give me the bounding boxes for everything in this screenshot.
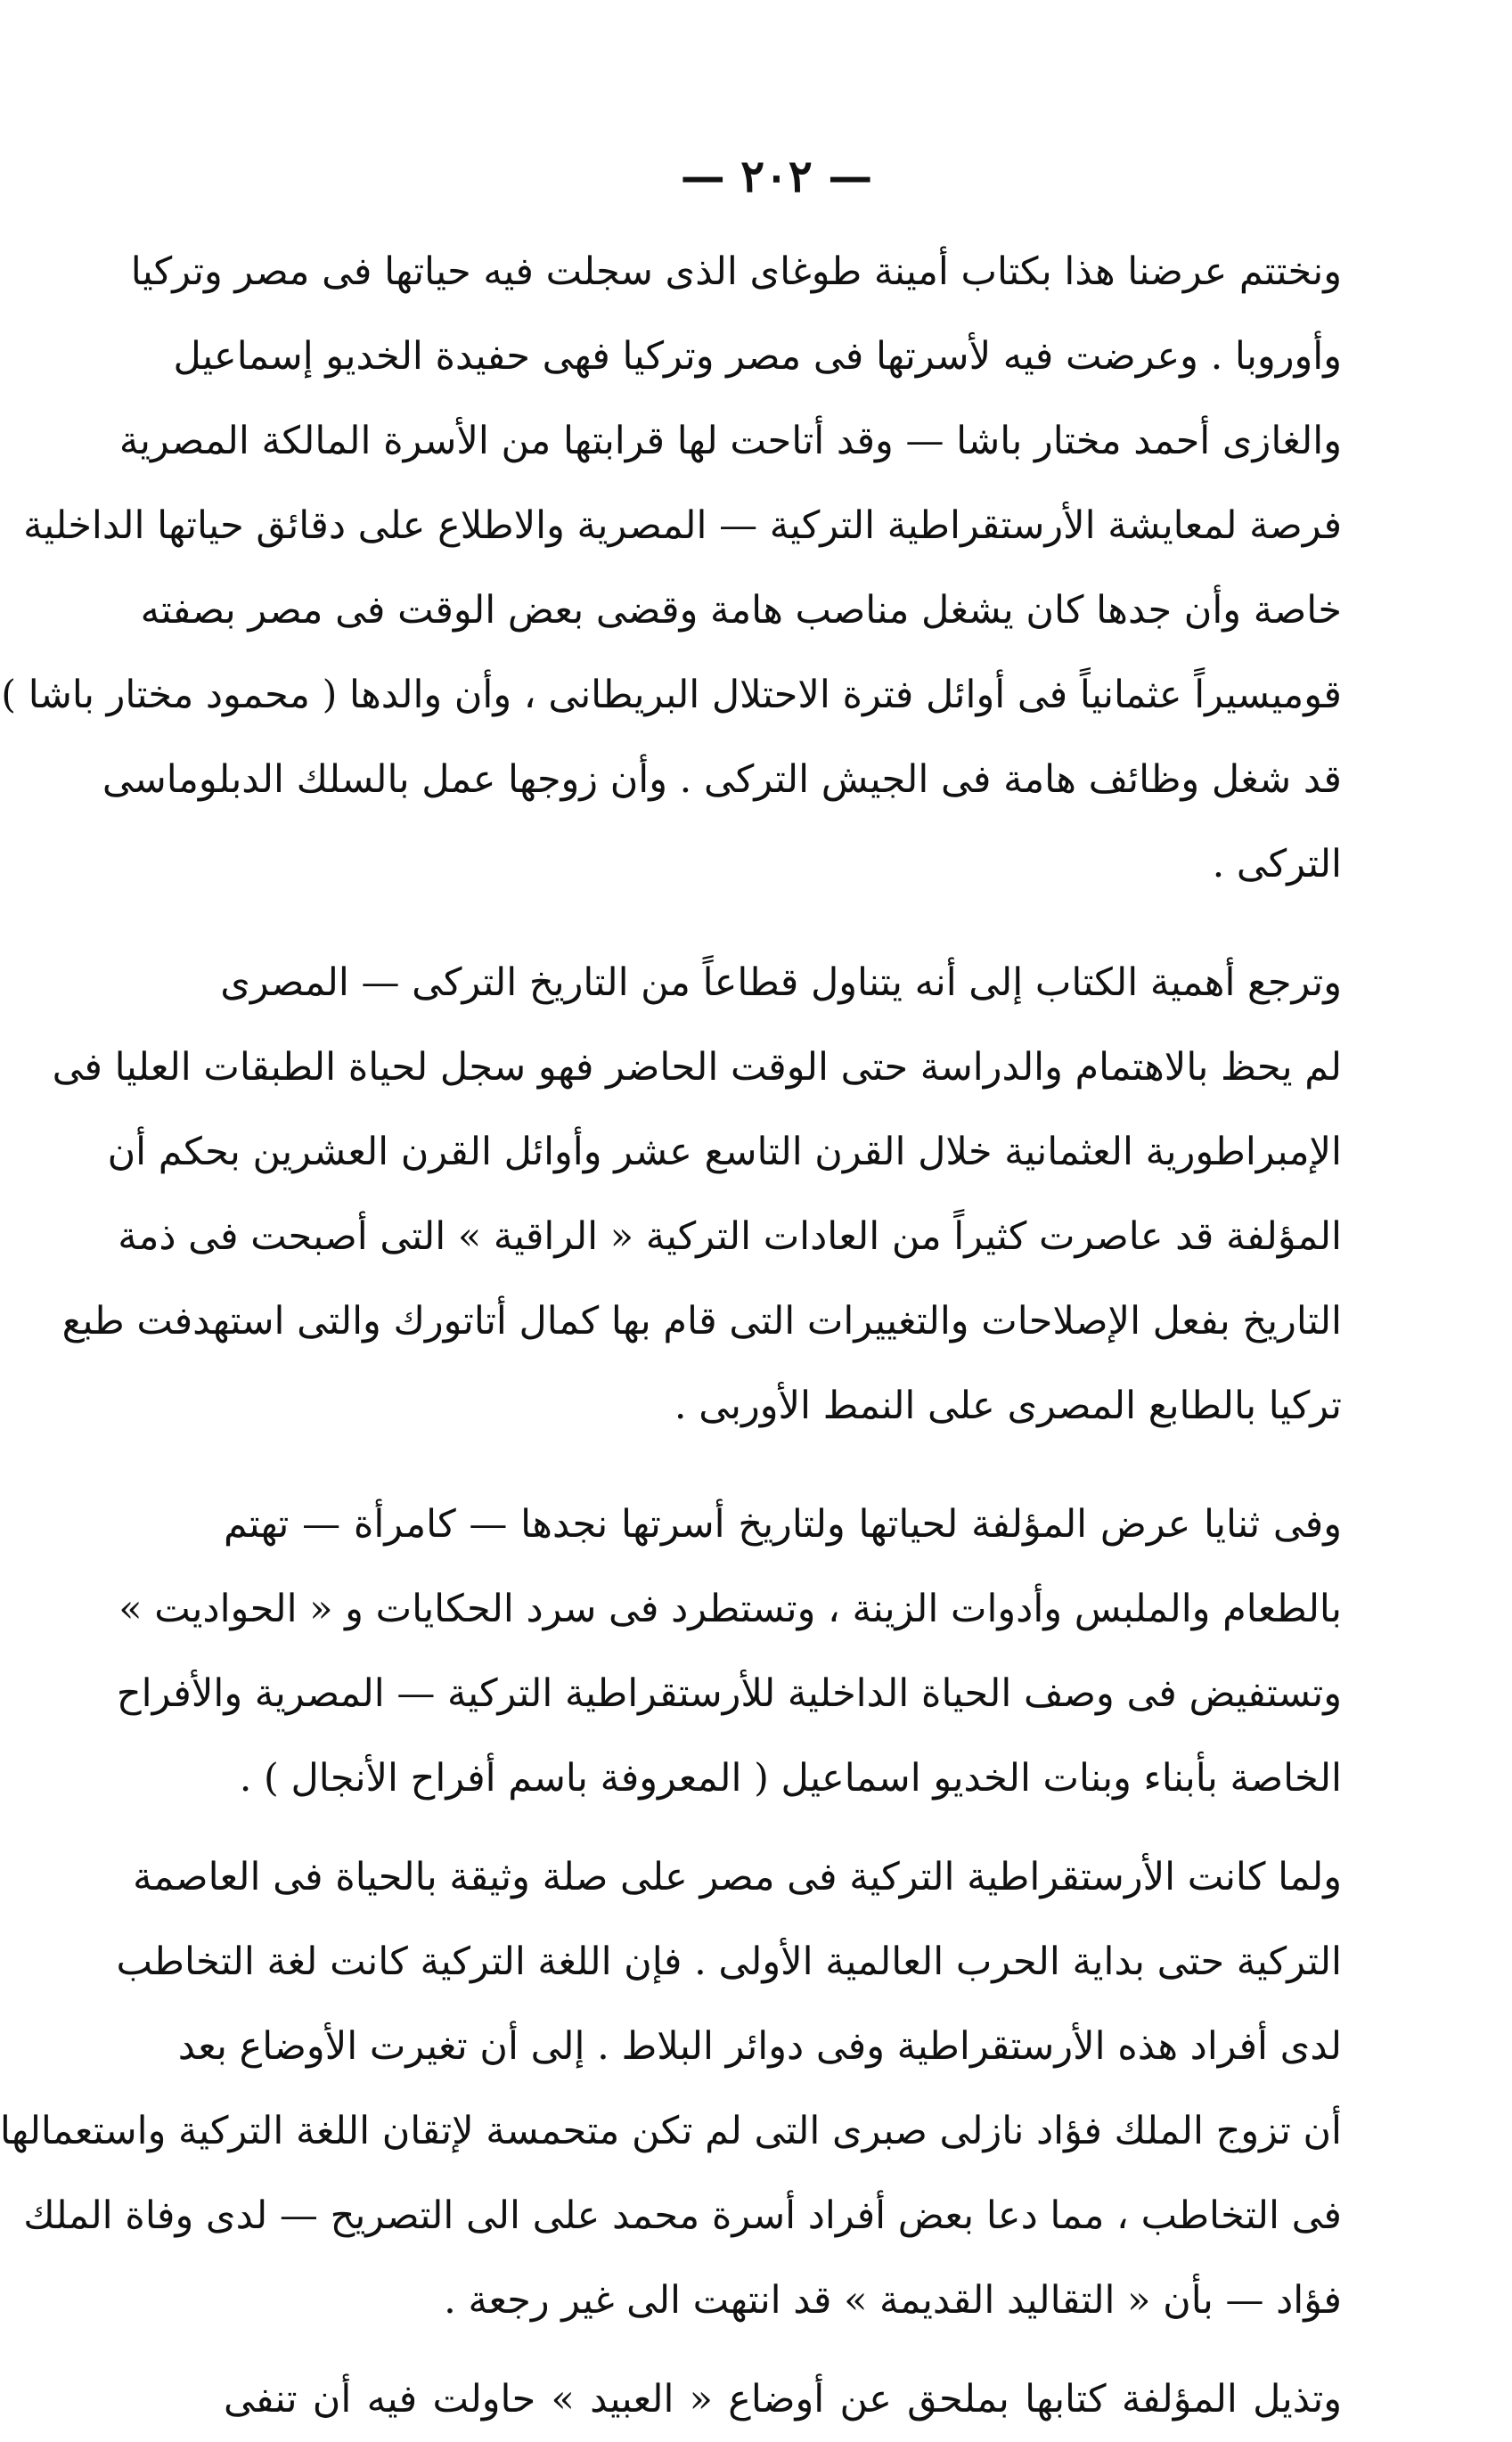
text-line: ولما كانت الأرستقراطية التركية فى مصر على صلة وثيقة بالحياة فى العاصمة [133, 1855, 1342, 1899]
text-line: بالطعام والملبس وأدوات الزينة ، وتستطرد فى سرد الحكايات و « الحواديت » [119, 1587, 1342, 1631]
text-line: التاريخ بفعل الإصلاحات والتغييرات التى قام بها كمال أتاتورك والتى استهدفت طبع [61, 1299, 1342, 1344]
text-line: وتذيل المؤلفة كتابها بملحق عن أوضاع « العبيد » حاولت فيه أن تنفى [224, 2377, 1342, 2422]
text-line: ونختتم عرضنا هذا بكتاب أمينة طوغاى الذى سجلت فيه حياتها فى مصر وتركيا [130, 249, 1342, 294]
text-line: فرصة لمعايشة الأرستقراطية التركية — المصرية والاطلاع على دقائق حياتها الداخلية [23, 503, 1342, 548]
text-line: وترجع أهمية الكتاب إلى أنه يتناول قطاعاً من التاريخ التركى — المصرى [220, 960, 1342, 1005]
text-line: لدى أفراد هذه الأرستقراطية وفى دوائر البلاط . إلى أن تغيرت الأوضاع بعد [177, 2024, 1342, 2069]
text-line: تركيا بالطابع المصرى على النمط الأوربى . [674, 1384, 1342, 1428]
text-line: أن تزوج الملك فؤاد نازلى صبرى التى لم تكن متحمسة لإتقان اللغة التركية واستعمالها [0, 2109, 1342, 2153]
text-line: وأوروبا . وعرضت فيه لأسرتها فى مصر وتركيا فهى حفيدة الخديو إسماعيل [173, 334, 1342, 379]
paragraph-3 [116, 1482, 1342, 1821]
text-line: وتستفيض فى وصف الحياة الداخلية للأرستقراطية التركية — المصرية والأفراح [116, 1671, 1342, 1716]
body-text [0, 230, 1342, 2442]
text-line: فؤاد — بأن « التقاليد القديمة » قد انتهت الى غير رجعة . [444, 2278, 1342, 2323]
text-line: خاصة وأن جدها كان يشغل مناصب هامة وقضى بعض الوقت فى مصر بصفته [140, 588, 1342, 633]
text-line: الإمبراطورية العثمانية خلال القرن التاسع عشر وأوائل القرن العشرين بحكم أن [107, 1130, 1342, 1174]
text-line: التركى . [1212, 842, 1342, 886]
text-line: قد شغل وظائف هامة فى الجيش التركى . وأن زوجها عمل بالسلك الدبلوماسى [102, 757, 1342, 802]
text-line: المؤلفة قد عاصرت كثيراً من العادات التركية « الراقية » التى أصبحت فى ذمة [118, 1214, 1342, 1259]
text-line: الخاصة بأبناء وبنات الخديو اسماعيل ( المعروفة باسم أفراح الأنجال ) . [239, 1756, 1342, 1801]
text-line: فى التخاطب ، مما دعا بعض أفراد أسرة محمد على الى التصريح — لدى وفاة الملك [23, 2193, 1342, 2238]
page-number: — ٢٠٢ — [680, 150, 873, 202]
text-line: قوميسيراً عثمانياً فى أوائل فترة الاحتلال البريطانى ، وأن والدها ( محمود مختار باشا ) [1, 673, 1342, 717]
text-line: والغازى أحمد مختار باشا — وقد أتاحت لها قرابتها من الأسرة المالكة المصرية [119, 419, 1342, 463]
paragraph-2 [52, 941, 1342, 1449]
paragraph-5 [224, 2357, 1342, 2442]
text-line: التركية حتى بداية الحرب العالمية الأولى . فإن اللغة التركية كانت لغة التخاطب [116, 1940, 1342, 1984]
paragraph-1 [1, 230, 1342, 907]
text-line: لم يحظ بالاهتمام والدراسة حتى الوقت الحاضر فهو سجل لحياة الطبقات العليا فى [52, 1045, 1342, 1090]
text-line: وفى ثنايا عرض المؤلفة لحياتها ولتاريخ أسرتها نجدها — كامرأة — تهتم [224, 1502, 1342, 1547]
paragraph-4 [0, 1835, 1342, 2343]
